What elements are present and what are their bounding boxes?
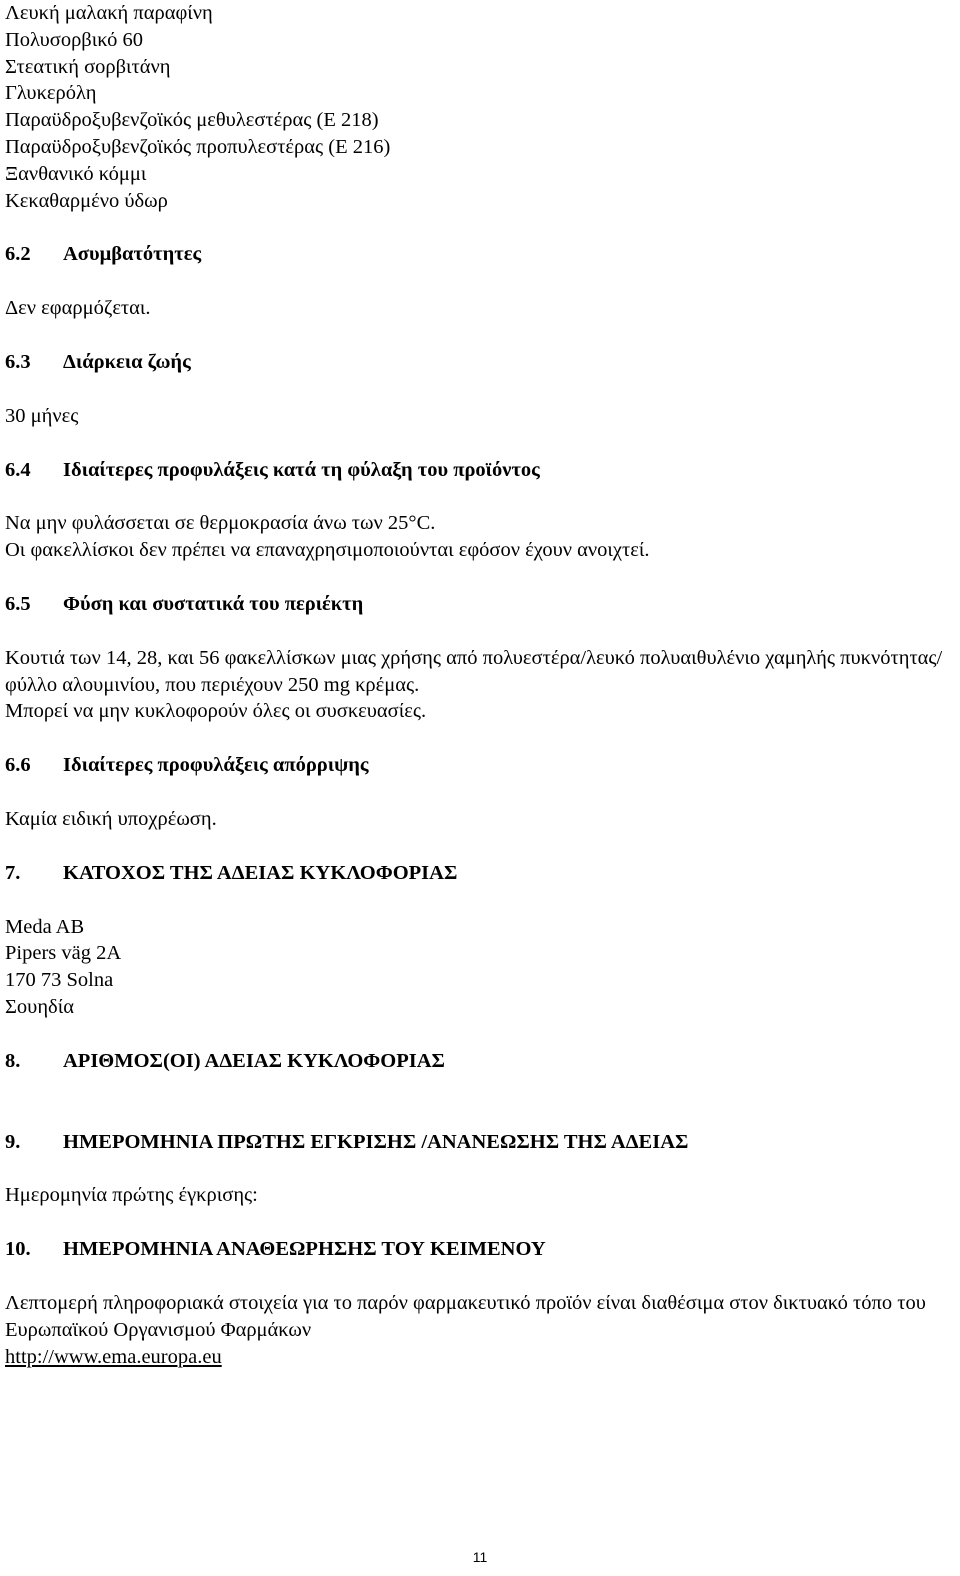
section-number: 6.2 (5, 243, 31, 266)
excipient-item: Λευκή μαλακή παραφίνη (5, 2, 213, 24)
page-number: 11 (472, 1549, 488, 1565)
section-6-4-heading (5, 457, 955, 484)
section-6-5-line2: Μπορεί να μην κυκλοφορούν όλες οι συσκευασίες. (5, 700, 427, 723)
section-title: Ιδιαίτερες προφυλάξεις απόρριψης (63, 754, 369, 777)
section-title: Φύση και συστατικά του περιέκτη (63, 592, 364, 615)
section-6-4-line1: Να μην φυλάσσεται σε θερμοκρασία άνω των 25°C. (5, 512, 436, 535)
section-title: Ασυμβατότητες (63, 243, 202, 266)
section-6-5-heading (5, 591, 955, 618)
excipient-item: Ξανθανικό κόμμι (5, 162, 147, 185)
address-line: Meda AB (5, 915, 85, 938)
section-number: 8. (5, 1049, 21, 1072)
section-6-2-heading (5, 241, 955, 268)
excipient-item: Κεκαθαρμένο ύδωρ (5, 189, 168, 212)
section-6-2-text: Δεν εφαρμόζεται. (5, 297, 151, 320)
section-9-text: Ημερομηνία πρώτης έγκρισης: (5, 1184, 258, 1207)
section-number: 6.6 (5, 754, 31, 777)
section-6-3-heading (5, 349, 955, 376)
document-body (5, 0, 955, 1370)
section-title: ΚΑΤΟΧΟΣ ΤΗΣ ΑΔΕΙΑΣ ΚΥΚΛΟΦΟΡΙΑΣ (63, 861, 458, 884)
section-6-3-text: 30 μήνες (5, 404, 79, 427)
excipient-item: Γλυκερόλη (5, 82, 97, 105)
section-6-5-para1: Κουτιά των 14, 28, και 56 φακελλίσκων μιας χρήσης από πολυεστέρα/λευκό πολυαιθυλένιο χαμηλής πυκνότητας/φύλλο αλουμινίου, που περιέχουν 250 mg κρέμας. (5, 646, 943, 696)
section-9-heading (5, 1129, 955, 1156)
section-number: 6.4 (5, 458, 31, 481)
excipient-item: Πολυσορβικό 60 (5, 28, 144, 51)
section-title: Διάρκεια ζωής (63, 350, 191, 373)
address-line: Pipers väg 2A (5, 942, 122, 965)
address-line: 170 73 Solna (5, 969, 114, 992)
section-title: Ιδιαίτερες προφυλάξεις κατά τη φύλαξη του προϊόντος (63, 458, 540, 481)
section-title: ΗΜΕΡΟΜΗΝΙΑ ΑΝΑΘΕΩΡΗΣΗΣ ΤΟΥ ΚΕΙΜΕΝΟΥ (63, 1238, 546, 1261)
excipients-list (5, 0, 955, 214)
section-8-heading (5, 1048, 955, 1075)
excipient-item: Παραϋδροξυβενζοϊκός μεθυλεστέρας (Ε 218) (5, 109, 379, 132)
holder-address (5, 914, 955, 1021)
address-line: Σουηδία (5, 995, 74, 1018)
section-10-heading (5, 1236, 955, 1263)
section-6-6-heading (5, 752, 955, 779)
section-10-para: Λεπτομερή πληροφοριακά στοιχεία για το παρόν φαρμακευτικό προϊόν είναι διαθέσιμα στον δικτυακό τόπο του Ευρωπαϊκού Οργανισμού Φαρμάκων (5, 1291, 926, 1341)
section-6-6-text: Καμία ειδική υποχρέωση. (5, 807, 217, 830)
section-title: ΗΜΕΡΟΜΗΝΙΑ ΠΡΩΤΗΣ ΕΓΚΡΙΣΗΣ /ΑΝΑΝΕΩΣΗΣ ΤΗΣ ΑΔΕΙΑΣ (63, 1130, 689, 1153)
ema-link-line (5, 1344, 955, 1371)
section-number: 7. (5, 861, 21, 884)
excipient-item: Παραϋδροξυβενζοϊκός προπυλεστέρας (Ε 216) (5, 135, 391, 158)
section-7-heading (5, 860, 955, 887)
section-title: ΑΡΙΘΜΟΣ(ΟΙ) ΑΔΕΙΑΣ ΚΥΚΛΟΦΟΡΙΑΣ (63, 1049, 445, 1072)
ema-website-link[interactable]: http://www.ema.europa.eu (5, 1345, 222, 1368)
section-number: 6.3 (5, 350, 31, 373)
section-6-4-line2: Οι φακελλίσκοι δεν πρέπει να επαναχρησιμοποιούνται εφόσον έχουν ανοιχτεί. (5, 539, 650, 562)
section-number: 6.5 (5, 592, 31, 615)
section-number: 10. (5, 1238, 31, 1261)
section-number: 9. (5, 1130, 21, 1153)
excipient-item: Στεατική σορβιτάνη (5, 55, 171, 78)
